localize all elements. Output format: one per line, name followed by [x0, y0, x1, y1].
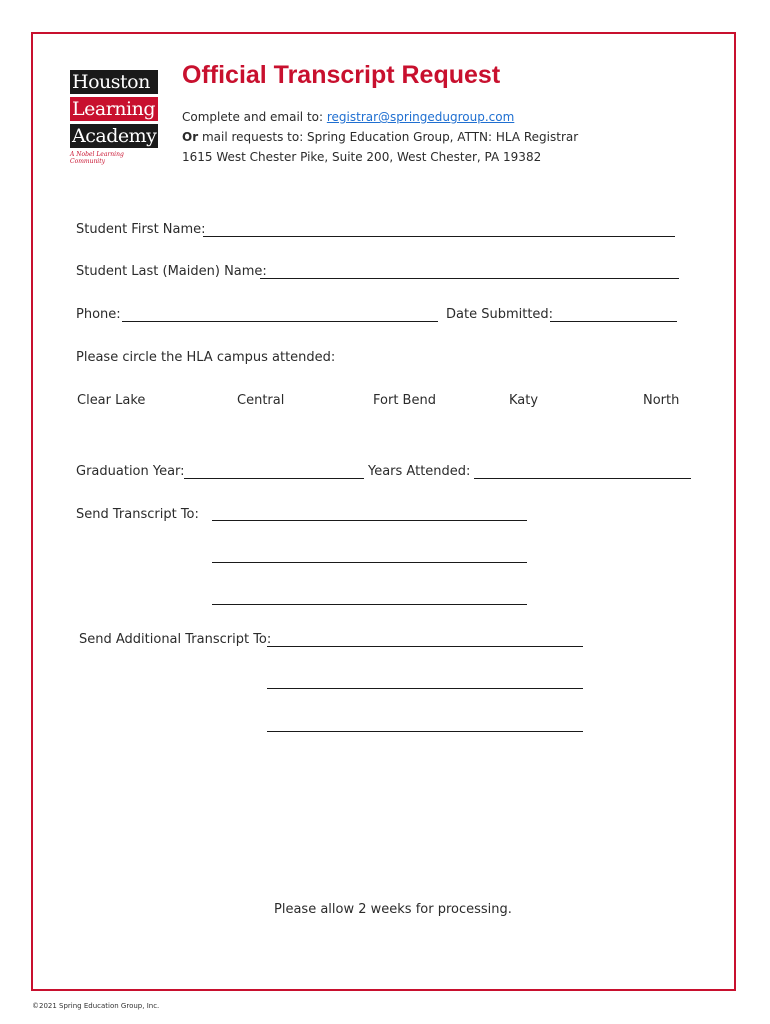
last-name-field[interactable] [260, 278, 679, 279]
send-transcript-line-3[interactable] [212, 604, 527, 605]
last-name-label: Student Last (Maiden) Name: [76, 264, 267, 279]
phone-label: Phone: [76, 307, 121, 322]
campus-option-fort-bend[interactable]: Fort Bend [373, 393, 436, 408]
date-submitted-label: Date Submitted: [446, 307, 554, 322]
send-transcript-line-2[interactable] [212, 562, 527, 563]
phone-field[interactable] [122, 321, 438, 322]
registrar-email-link[interactable]: registrar@springedugroup.com [326, 110, 515, 124]
send-additional-line-1[interactable] [267, 646, 583, 647]
campus-option-clear-lake[interactable]: Clear Lake [77, 393, 146, 408]
send-transcript-line-1[interactable] [212, 520, 527, 521]
hla-logo [70, 70, 158, 165]
years-attended-field[interactable] [474, 478, 691, 479]
years-attended-label: Years Attended: [368, 464, 471, 479]
email-instruction [182, 110, 514, 124]
campus-option-north[interactable]: North [643, 393, 680, 408]
mail-address: 1615 West Chester Pike, Suite 200, West Chester, PA 19382 [182, 150, 542, 164]
logo-houston: Houston [70, 70, 158, 94]
campus-prompt: Please circle the HLA campus attended: [76, 350, 336, 365]
send-transcript-label: Send Transcript To: [76, 507, 199, 522]
first-name-field[interactable] [203, 236, 675, 237]
send-additional-label: Send Additional Transcript To: [79, 632, 272, 647]
first-name-label: Student First Name: [76, 222, 206, 237]
page-title: Official Transcript Request [182, 61, 501, 89]
mail-or: Or [182, 130, 199, 144]
processing-note: Please allow 2 weeks for processing. [274, 902, 512, 917]
send-additional-line-2[interactable] [267, 688, 583, 689]
mail-instruction [182, 130, 578, 144]
email-prefix: Complete and email to: [182, 110, 327, 124]
logo-academy: Academy [72, 125, 157, 147]
date-submitted-field[interactable] [550, 321, 677, 322]
logo-learning: Learning [70, 97, 158, 121]
send-additional-line-3[interactable] [267, 731, 583, 732]
copyright-footer: ©2021 Spring Education Group, Inc. [32, 1002, 160, 1010]
graduation-year-label: Graduation Year: [76, 464, 185, 479]
mail-text: mail requests to: Spring Education Group, ATTN: HLA Registrar [198, 130, 579, 144]
logo-tagline: A Nobel Learning Community [70, 151, 124, 165]
graduation-year-field[interactable] [184, 478, 364, 479]
campus-option-katy[interactable]: Katy [509, 393, 539, 408]
campus-option-central[interactable]: Central [237, 393, 285, 408]
